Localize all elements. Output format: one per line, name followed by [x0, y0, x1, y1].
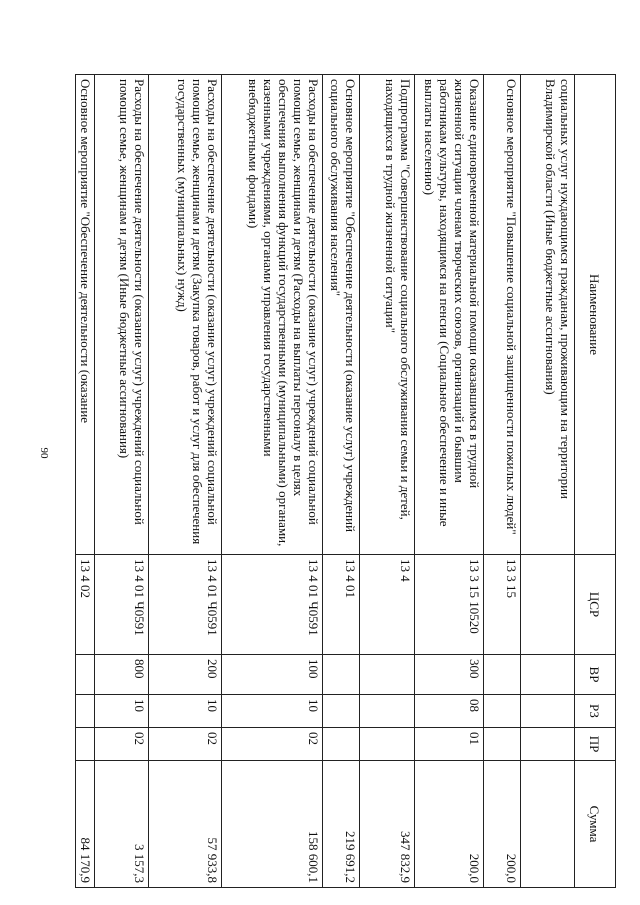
cell-name: социальных услуг нуждающимся гражданам, проживающим на территории Владимирской области (Иные бюджетные ассигнования) — [520, 75, 574, 555]
header-name: Наименование — [575, 75, 616, 555]
cell-name: Подпрограмма "Совершенствование социального обслуживания семьи и детей, находящихся в трудной жизненной ситуации" — [360, 75, 414, 555]
table-row — [484, 75, 520, 888]
cell-vr — [484, 655, 520, 695]
cell-vr — [322, 655, 360, 695]
cell-vr: 300 — [414, 655, 484, 695]
cell-sum: 57 933,8 — [148, 761, 221, 888]
cell-sum: 84 170,9 — [76, 761, 95, 888]
cell-rz: 10 — [148, 695, 221, 728]
cell-csr: 13 3 15 10520 — [414, 555, 484, 655]
cell-sum: 158 600,1 — [221, 761, 322, 888]
cell-csr: 13 4 02 — [76, 555, 95, 655]
header-sum: Сумма — [575, 761, 616, 888]
cell-rz — [360, 695, 414, 728]
cell-vr: 800 — [94, 655, 148, 695]
table-row — [94, 75, 148, 888]
cell-csr: 13 4 — [360, 555, 414, 655]
cell-name: Основное мероприятие "Обеспечение деятельности (оказание — [76, 75, 95, 555]
cell-vr: 100 — [221, 655, 322, 695]
cell-csr — [520, 555, 574, 655]
cell-vr — [76, 655, 95, 695]
cell-sum — [520, 761, 574, 888]
table-row — [414, 75, 484, 888]
cell-sum: 219 691,2 — [322, 761, 360, 888]
header-vr: ВР — [575, 655, 616, 695]
cell-name: Основное мероприятие "Обеспечение деятельности (оказание услуг) учреждений социального обслуживания населения" — [322, 75, 360, 555]
cell-sum: 347 832,9 — [360, 761, 414, 888]
cell-pr — [322, 728, 360, 761]
table-row — [360, 75, 414, 888]
cell-name: Оказание единовременной материальной помощи оказавшимся в трудной жизненной ситуации членам творческих союзов, организаций и бывшим работникам культуры, находящимся на пенсии (Социальное обеспечение и иные выплаты населению) — [414, 75, 484, 555]
cell-pr: 01 — [414, 728, 484, 761]
cell-csr: 13 3 15 — [484, 555, 520, 655]
cell-csr: 13 4 01 Ч0591 — [221, 555, 322, 655]
header-csr: ЦСР — [575, 555, 616, 655]
cell-rz: 10 — [221, 695, 322, 728]
cell-sum: 200,0 — [484, 761, 520, 888]
cell-pr: 02 — [94, 728, 148, 761]
cell-rz — [520, 695, 574, 728]
cell-rz: 08 — [414, 695, 484, 728]
cell-vr — [360, 655, 414, 695]
cell-sum: 3 157,3 — [94, 761, 148, 888]
cell-name: Основное мероприятие "Повышение социальной защищенности пожилых людей" — [484, 75, 520, 555]
table-row — [76, 75, 95, 888]
header-row — [575, 75, 616, 888]
cell-rz: 10 — [94, 695, 148, 728]
budget-table — [75, 74, 616, 888]
cell-name: Расходы на обеспечение деятельности (оказание услуг) учреждений социальной помощи семье, женщинам и детям (Иные бюджетные ассигнования) — [94, 75, 148, 555]
header-pr: ПР — [575, 728, 616, 761]
rotated-page — [75, 74, 616, 887]
cell-pr — [76, 728, 95, 761]
table-row — [322, 75, 360, 888]
cell-csr: 13 4 01 — [322, 555, 360, 655]
header-rz: РЗ — [575, 695, 616, 728]
cell-pr — [520, 728, 574, 761]
cell-name: Расходы на обеспечение деятельности (оказание услуг) учреждений социальной помощи семье, женщинам и детям (Закупка товаров, работ и услуг для обеспечения государственных (муниципальных) нужд) — [148, 75, 221, 555]
table-row — [221, 75, 322, 888]
cell-sum: 200,0 — [414, 761, 484, 888]
cell-rz — [322, 695, 360, 728]
cell-rz — [76, 695, 95, 728]
table-row — [148, 75, 221, 888]
cell-vr: 200 — [148, 655, 221, 695]
cell-vr — [520, 655, 574, 695]
cell-pr: 02 — [221, 728, 322, 761]
cell-rz — [484, 695, 520, 728]
page-number: 90 — [38, 447, 50, 459]
cell-pr — [360, 728, 414, 761]
table-row — [520, 75, 574, 888]
cell-name: Расходы на обеспечение деятельности (оказание услуг) учреждений социальной помощи семье, женщинам и детям (Расходы на выплаты персоналу в целях обеспечения выполнения функций государственными (муниципальными) органами, казенными учреждениями, органами управления государственными внебюджетными фондами) — [221, 75, 322, 555]
cell-pr — [484, 728, 520, 761]
cell-pr: 02 — [148, 728, 221, 761]
cell-csr: 13 4 01 Ч0591 — [148, 555, 221, 655]
cell-csr: 13 4 01 Ч0591 — [94, 555, 148, 655]
